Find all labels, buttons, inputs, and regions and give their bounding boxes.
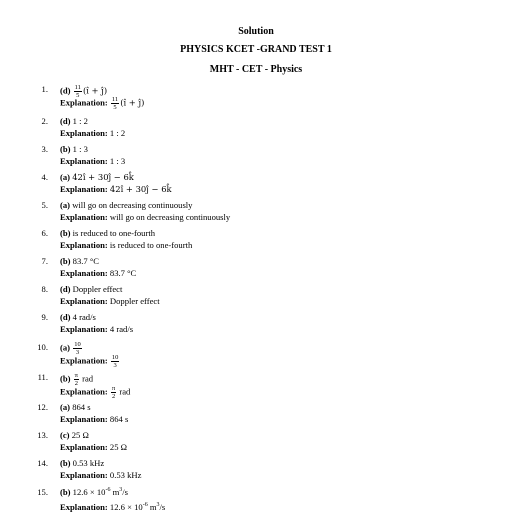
explanation-line xyxy=(60,354,120,369)
explanation-line xyxy=(60,240,192,251)
fraction-denominator: 5 xyxy=(76,92,80,99)
answer-option: (a) xyxy=(60,402,71,412)
explanation-label: Explanation: xyxy=(60,128,108,138)
fraction-numerator: π xyxy=(111,385,116,392)
fraction-denominator: 2 xyxy=(111,393,116,400)
question-number: 6. xyxy=(41,228,48,238)
fraction-denominator: 3 xyxy=(113,362,117,369)
explanation-line xyxy=(60,296,160,307)
explanation-text: 42î + 30ĵ − 6k̂ xyxy=(109,184,172,194)
fraction xyxy=(111,354,120,369)
explanation-line xyxy=(60,212,230,223)
fraction-numerator: π xyxy=(74,372,78,379)
fraction-numerator: 11 xyxy=(74,84,81,91)
answer-option: (d) xyxy=(60,116,71,126)
question-number: 12. xyxy=(37,402,48,412)
explanation-text: Doppler effect xyxy=(109,296,160,306)
explanation-label: Explanation: xyxy=(60,296,108,306)
answer-text-unit: m xyxy=(110,487,120,497)
explanation-label: Explanation: xyxy=(60,414,108,424)
explanation-label: Explanation: xyxy=(60,470,108,480)
answer-text-tail: /s xyxy=(122,487,129,497)
question-number: 14. xyxy=(37,458,48,468)
question-number: 4. xyxy=(41,172,48,182)
explanation-text: is reduced to one-fourth xyxy=(109,240,193,250)
explanation-line xyxy=(60,156,125,167)
answer-option: (a) xyxy=(60,172,71,182)
answer-text: 1 : 3 xyxy=(72,144,88,154)
question-number: 13. xyxy=(37,430,48,440)
answer-option: (d) xyxy=(60,312,71,322)
answer-text-base: 12.6 × 10 xyxy=(72,487,106,497)
question-number: 15. xyxy=(37,487,48,497)
answer-option: (d) xyxy=(60,284,71,294)
answer-line xyxy=(60,402,91,413)
explanation-text: 1 : 2 xyxy=(109,128,126,138)
explanation-line xyxy=(60,184,172,195)
explanation-text-unit: m xyxy=(147,502,157,512)
explanation-text: 83.7 °C xyxy=(109,268,137,278)
explanation-label: Explanation: xyxy=(60,502,108,512)
explanation-text-base: 12.6 × 10 xyxy=(109,502,143,512)
answer-text: rad xyxy=(82,373,94,384)
answer-line xyxy=(60,144,88,155)
answer-line xyxy=(60,458,104,469)
answer-option: (b) xyxy=(60,458,71,468)
fraction-numerator: 10 xyxy=(74,341,81,348)
explanation-label: Explanation: xyxy=(60,386,108,397)
answer-text: 0.53 kHz xyxy=(72,458,105,468)
explanation-line xyxy=(60,442,127,453)
explanation-label: Explanation: xyxy=(60,156,108,166)
answer-option: (c) xyxy=(60,430,70,440)
fraction-denominator: 5 xyxy=(113,104,117,111)
question-number: 9. xyxy=(41,312,48,322)
fraction-numerator: 11 xyxy=(111,96,119,103)
section-heading: MHT - CET - Physics xyxy=(209,64,303,75)
explanation-line xyxy=(60,128,125,139)
explanation-line xyxy=(60,470,141,481)
document-title: Solution xyxy=(238,26,274,37)
explanation-label: Explanation: xyxy=(60,97,108,108)
test-name: PHYSICS KCET -GRAND TEST 1 xyxy=(180,44,332,55)
explanation-text: 0.53 kHz xyxy=(109,470,142,480)
explanation-line xyxy=(60,324,133,335)
answer-text: 83.7 °C xyxy=(72,256,100,266)
answer-text: is reduced to one-fourth xyxy=(72,228,156,238)
answer-line xyxy=(60,172,134,183)
answer-text: (î + ĵ) xyxy=(82,85,108,96)
explanation-text: 864 s xyxy=(109,414,129,424)
answer-line xyxy=(60,116,88,127)
answer-option: (b) xyxy=(60,144,71,154)
answer-line xyxy=(60,312,96,323)
answer-option: (b) xyxy=(60,373,71,384)
answer-line xyxy=(60,228,155,239)
explanation-text-tail: /s xyxy=(159,502,166,512)
fraction-denominator: 3 xyxy=(75,349,80,356)
answer-line xyxy=(60,487,128,498)
unit-exponent: 3 xyxy=(119,487,123,494)
explanation-label: Explanation: xyxy=(60,324,108,334)
unit-exponent: 3 xyxy=(156,502,160,509)
explanation-label: Explanation: xyxy=(60,355,108,366)
explanation-text: rad xyxy=(119,386,131,397)
answer-text: will go on decreasing continuously xyxy=(72,200,193,210)
explanation-text: 25 Ω xyxy=(109,442,128,452)
fraction xyxy=(111,96,119,111)
answer-text: Doppler effect xyxy=(72,284,123,294)
explanation-line xyxy=(60,502,165,513)
question-number: 11. xyxy=(37,372,48,382)
question-number: 5. xyxy=(41,200,48,210)
explanation-text: will go on decreasing continuously xyxy=(109,212,231,222)
explanation-text: (î + ĵ) xyxy=(120,97,145,108)
question-number: 7. xyxy=(41,256,48,266)
answer-text: 4 rad/s xyxy=(72,312,96,322)
answer-text: 25 Ω xyxy=(71,430,89,440)
explanation-label: Explanation: xyxy=(60,184,108,194)
explanation-label: Explanation: xyxy=(60,442,108,452)
answer-option: (b) xyxy=(60,228,71,238)
exponent: -6 xyxy=(142,502,148,509)
exponent: -6 xyxy=(105,487,111,494)
answer-text: 42î + 30ĵ − 6k̂ xyxy=(72,172,134,182)
explanation-text: 1 : 3 xyxy=(109,156,126,166)
answer-text: 864 s xyxy=(72,402,91,412)
explanation-label: Explanation: xyxy=(60,240,108,250)
answer-line xyxy=(60,284,122,295)
fraction-numerator: 10 xyxy=(111,354,119,361)
explanation-line xyxy=(60,385,130,400)
answer-option: (a) xyxy=(60,200,71,210)
answer-option: (a) xyxy=(60,342,71,353)
explanation-label: Explanation: xyxy=(60,212,108,222)
answer-text: 1 : 2 xyxy=(72,116,88,126)
explanation-line xyxy=(60,96,144,111)
explanation-label: Explanation: xyxy=(60,268,108,278)
answer-option: (d) xyxy=(60,85,71,96)
explanation-text: 4 rad/s xyxy=(109,324,134,334)
fraction xyxy=(111,385,116,400)
answer-line xyxy=(60,430,89,441)
explanation-line xyxy=(60,414,128,425)
question-number: 1. xyxy=(41,84,48,94)
question-number: 3. xyxy=(41,144,48,154)
answer-option: (b) xyxy=(60,256,71,266)
answer-line xyxy=(60,200,192,211)
question-number: 2. xyxy=(41,116,48,126)
fraction-denominator: 2 xyxy=(74,380,78,387)
answer-option: (b) xyxy=(60,487,71,497)
answer-line xyxy=(60,256,99,267)
question-number: 8. xyxy=(41,284,48,294)
question-number: 10. xyxy=(37,342,48,352)
explanation-line xyxy=(60,268,136,279)
